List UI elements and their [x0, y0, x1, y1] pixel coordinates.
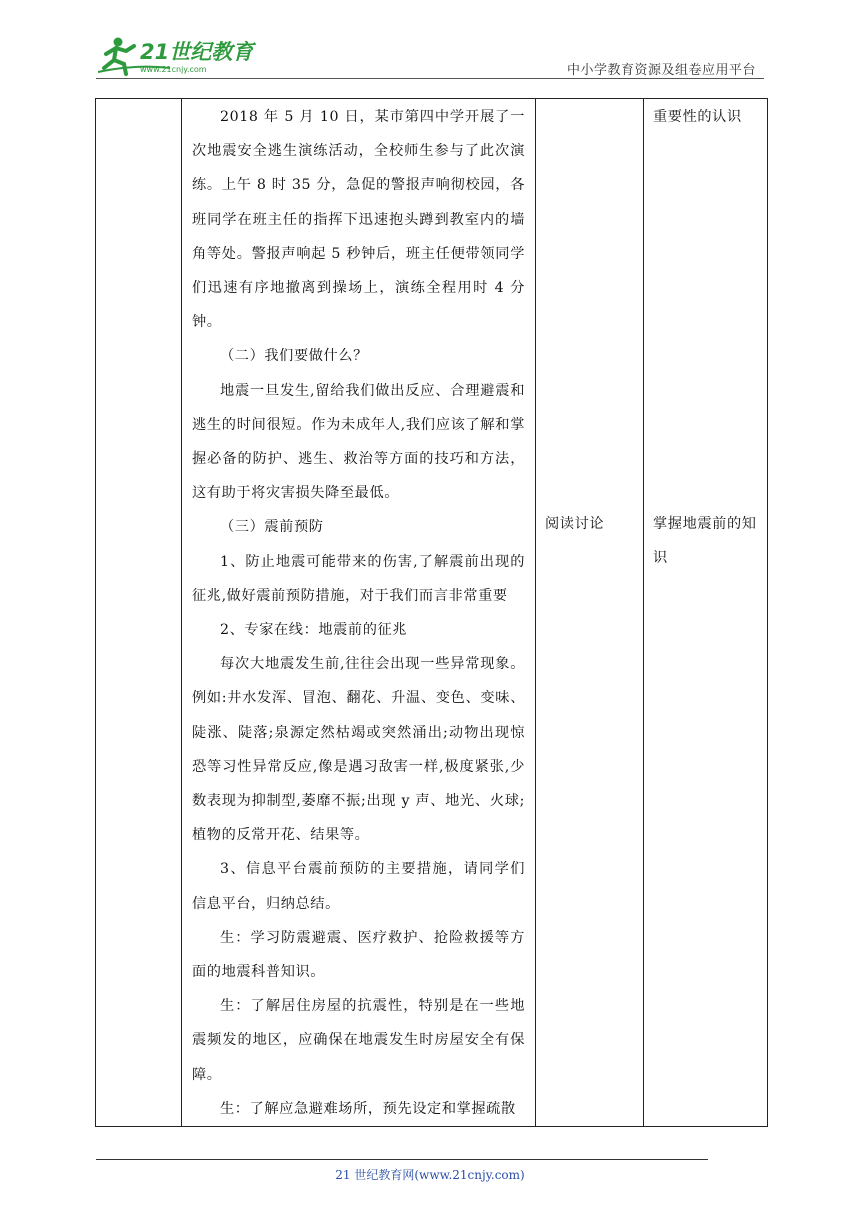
paragraph: 生：了解居住房屋的抗震性，特别是在一些地震频发的地区，应确保在地震发生时房屋安全有保障。 — [192, 998, 525, 1083]
header-divider — [96, 78, 764, 79]
platform-name: 中小学教育资源及组卷应用平台 — [566, 63, 756, 78]
paragraph: 3、信息平台震前预防的主要措施，请同学们信息平台，归纳总结。 — [192, 861, 525, 912]
table-row — [96, 99, 768, 1127]
activity-cell — [536, 99, 644, 1127]
empty-cell — [96, 99, 182, 1127]
paragraph: 每次大地震发生前,往往会出现一些异常现象。例如:井水发浑、冒泡、翻花、升温、变色、变味、陡涨、陡落;泉源定然枯竭或突然涌出;动物出现惊恐等习性异常反应,像是遇习敌害一样,极度紧张,少数表现为抑制型,萎靡不振;出现 y 声、地光、火球;植物的反常开花、结果等。 — [192, 656, 525, 844]
goal-cell — [644, 99, 768, 1127]
site-logo[interactable] — [96, 34, 266, 78]
design-intent: 掌握地震前的知识 — [653, 516, 757, 567]
section-heading: （二）我们要做什么？ — [220, 348, 368, 365]
paragraph: 2018 年 5 月 10 日，某市第四中学开展了一次地震安全逃生演练活动，全校师生参与了此次演练。上午 8 时 35 分，急促的警报声响彻校园，各班同学在班主任的指挥下迅速抱头蹲到教室内的墙角等处。警报声响起 5 秒钟后，班主任便带领同学们迅速有序地撤离到操场上，演练全程用时 4 分钟。 — [192, 109, 525, 331]
lesson-content-cell — [182, 99, 536, 1127]
footer-divider — [96, 1159, 708, 1160]
goal-top-text: 重要性的认识 — [653, 109, 742, 125]
paragraph: 2、专家在线：地震前的征兆 — [220, 622, 408, 639]
paragraph: 1、防止地震可能带来的伤害,了解震前出现的征兆,做好震前预防措施，对于我们而言非常重要 — [192, 553, 525, 604]
logo-text: 21世纪教育 — [140, 40, 254, 64]
student-activity: 阅读讨论 — [545, 516, 605, 532]
footer-link[interactable]: 21 世纪教育网(www.21cnjy.com) — [335, 1168, 525, 1182]
paragraph: 生：学习防震避震、医疗救护、抢险救援等方面的地震科普知识。 — [192, 929, 525, 981]
logo-url-text: www.21cnjy.com — [140, 65, 207, 74]
section-heading: （三）震前预防 — [220, 519, 324, 536]
lesson-content — [182, 99, 535, 1126]
running-man-logo-icon — [96, 34, 266, 78]
paragraph: 生：了解应急避难场所，预先设定和掌握疏散 — [220, 1100, 516, 1117]
paragraph: 地震一旦发生,留给我们做出反应、合理避震和逃生的时间很短。作为未成年人,我们应该了解和掌握必备的防护、逃生、救治等方面的技巧和方法，这有助于将灾害损失降至最低。 — [192, 382, 525, 502]
lesson-plan-table — [95, 98, 768, 1127]
